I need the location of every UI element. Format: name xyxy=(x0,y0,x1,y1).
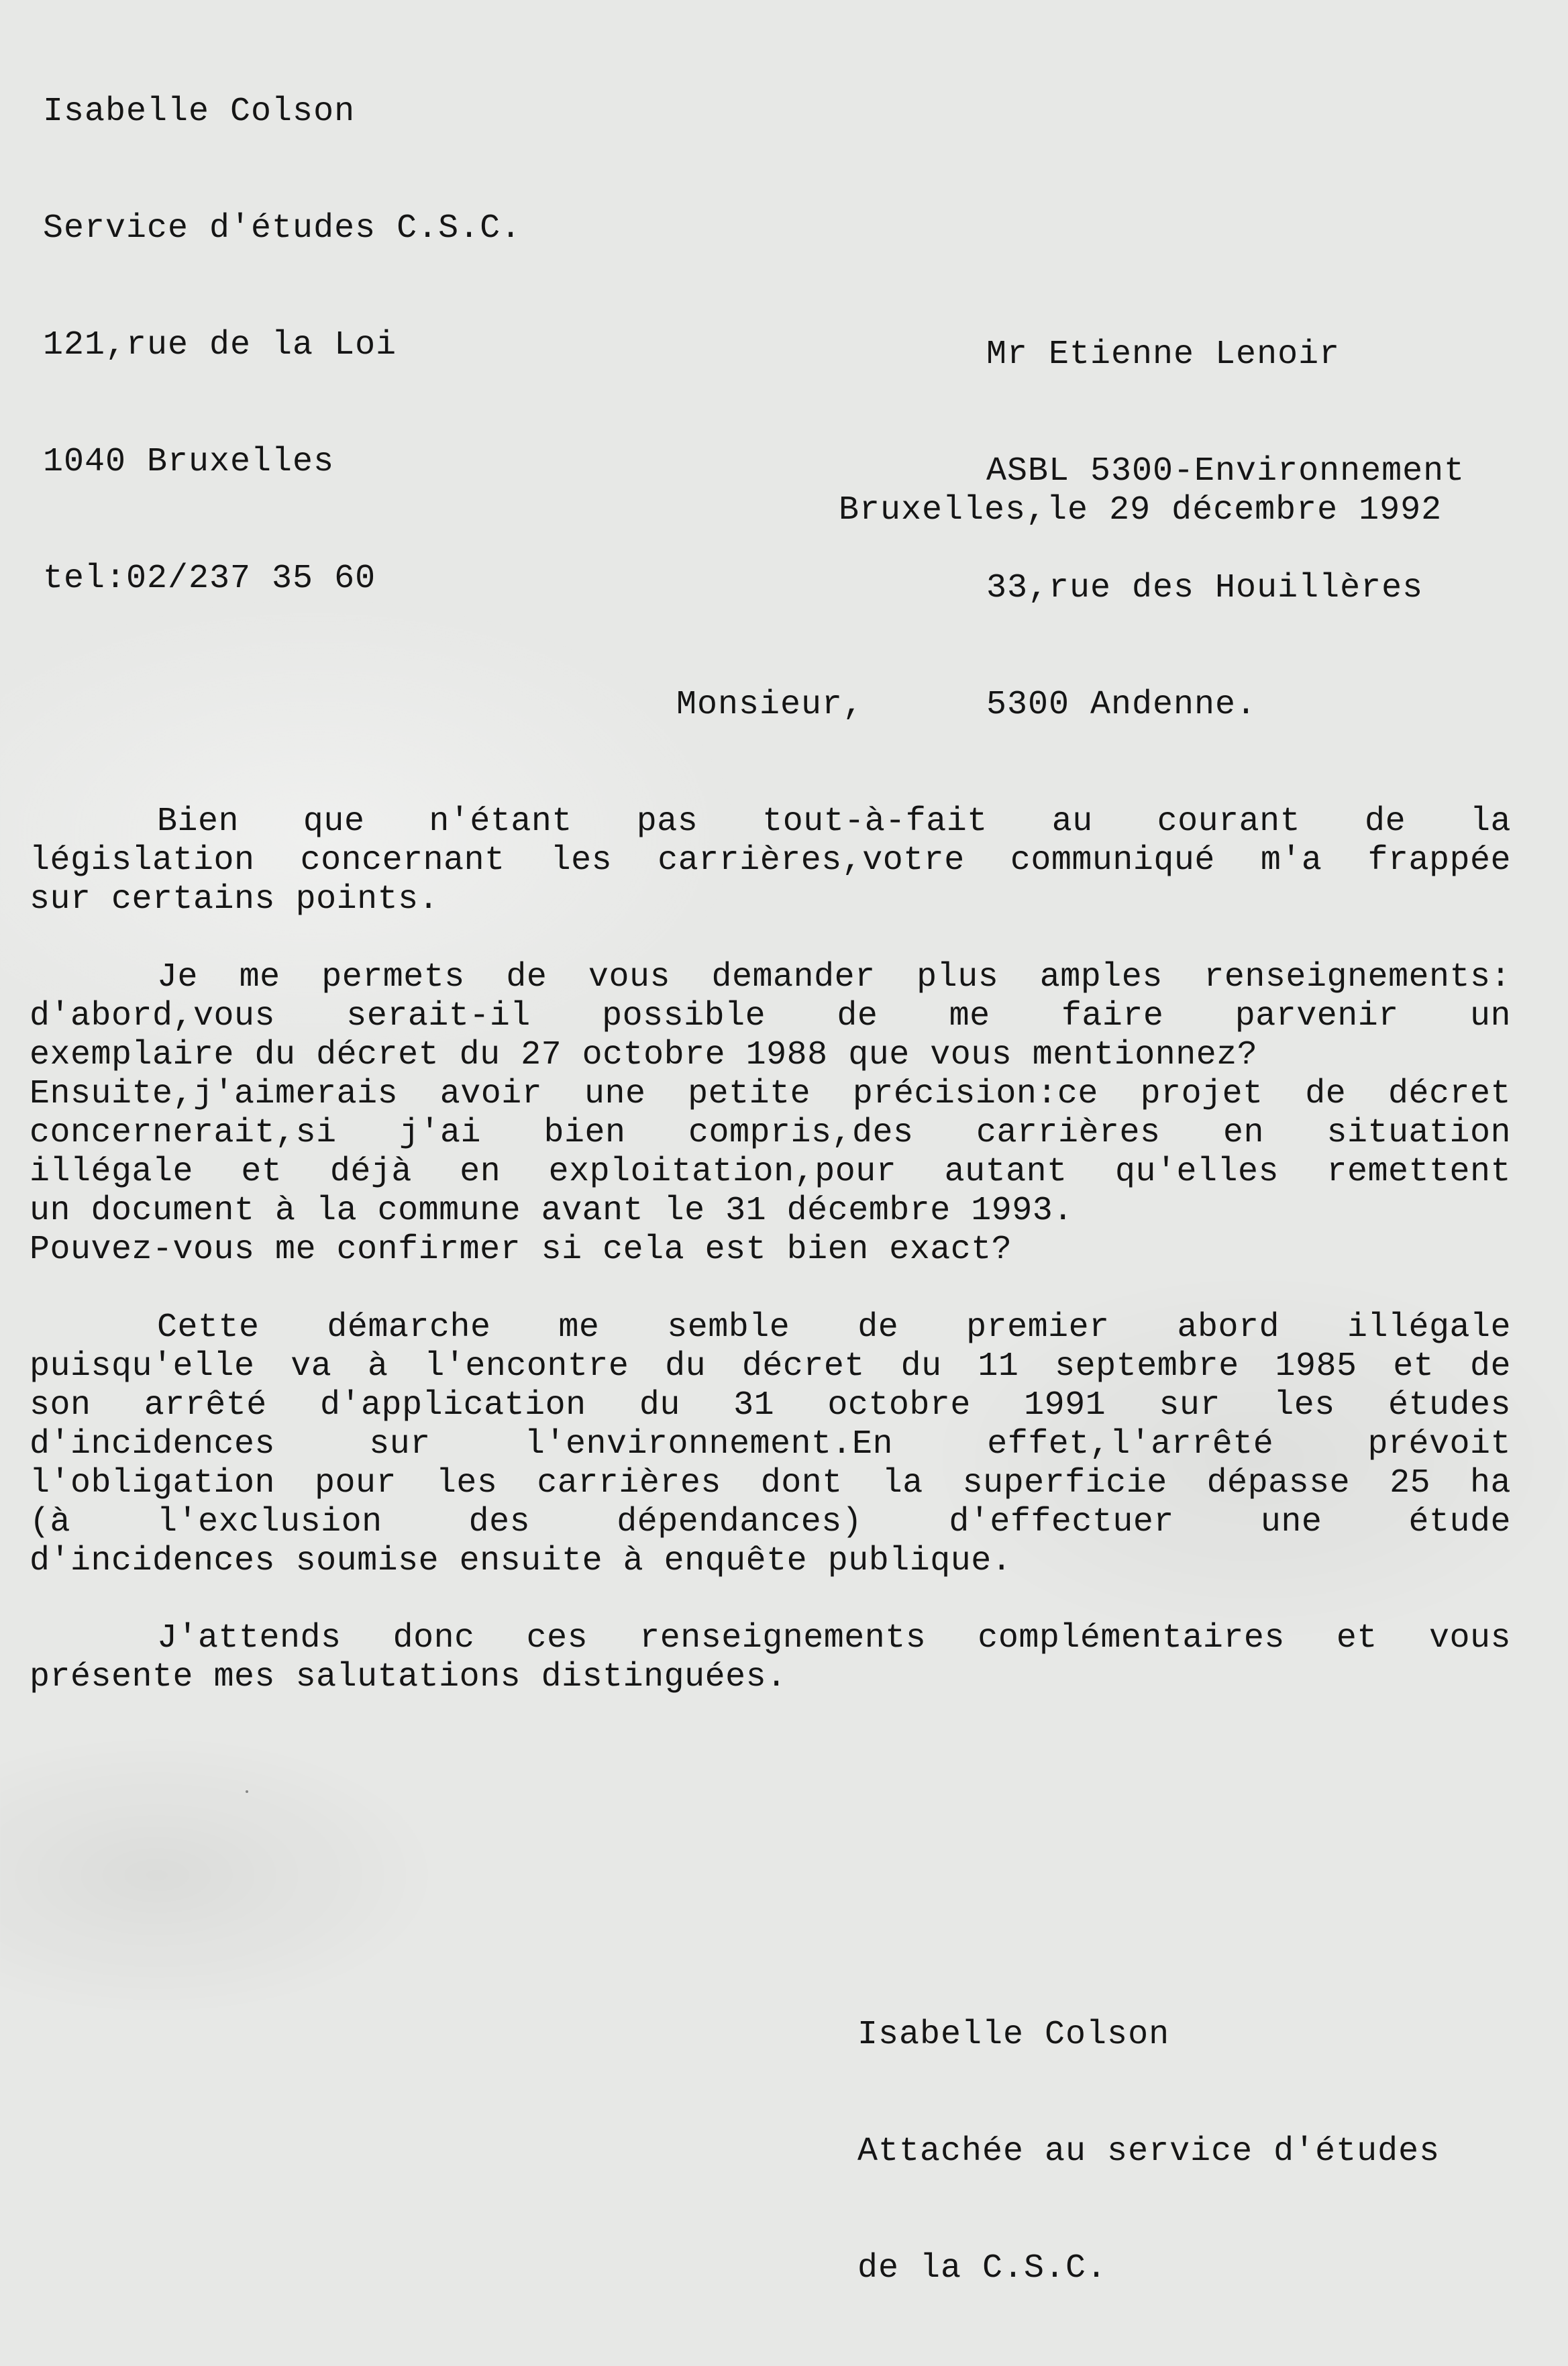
paragraph-line: Bien que n'étant pas tout-à-fait au courant de la xyxy=(157,803,1511,841)
paragraph-line: d'abord,vous serait-il possible de me faire parvenir un xyxy=(30,997,1511,1035)
paragraph-line: J'attends donc ces renseignements complémentaires et vous xyxy=(157,1619,1511,1657)
letter-date: Bruxelles,le 29 décembre 1992 xyxy=(839,491,1443,529)
paragraph-line: exemplaire du décret du 27 octobre 1988 que vous mentionnez? xyxy=(30,1036,1258,1074)
paragraph-line: Ensuite,j'aimerais avoir une petite précision:ce projet de décret xyxy=(30,1075,1511,1113)
paragraph-2 xyxy=(30,958,1511,1270)
paragraph-line: l'obligation pour les carrières dont la superficie dépasse 25 ha xyxy=(30,1464,1511,1502)
paragraph-line: d'incidences sur l'environnement.En effet,l'arrêté prévoit xyxy=(30,1425,1511,1463)
paragraph-line: Pouvez-vous me confirmer si cela est bien exact? xyxy=(30,1231,1012,1269)
sender-city: 1040 Bruxelles xyxy=(43,443,335,481)
paper-speck xyxy=(246,1790,248,1793)
sender-phone: tel:02/237 35 60 xyxy=(43,560,376,598)
signature-organization: de la C.S.C. xyxy=(857,2249,1108,2287)
sender-name: Isabelle Colson xyxy=(43,93,356,131)
signature-title: Attachée au service d'études xyxy=(857,2132,1441,2171)
paragraph-3 xyxy=(30,1308,1511,1581)
sender-department: Service d'études C.S.C. xyxy=(43,209,522,248)
paragraph-1 xyxy=(30,803,1511,919)
paragraph-line: Cette démarche me semble de premier abord illégale xyxy=(157,1308,1511,1347)
paragraph-line: présente mes salutations distinguées. xyxy=(30,1658,787,1696)
sender-address-block xyxy=(43,15,521,676)
recipient-address-block xyxy=(986,258,1465,803)
salutation: Monsieur, xyxy=(676,686,864,724)
recipient-street: 33,rue des Houillères xyxy=(986,569,1424,607)
paragraph-line: d'incidences soumise ensuite à enquête publique. xyxy=(30,1542,1012,1580)
paragraph-line: un document à la commune avant le 31 décembre 1993. xyxy=(30,1192,1074,1230)
paragraph-line: législation concernant les carrières,votre communiqué m'a frappée xyxy=(30,841,1511,880)
paragraph-line: son arrêté d'application du 31 octobre 1991 sur les études xyxy=(30,1386,1511,1425)
paragraph-line: puisqu'elle va à l'encontre du décret du 11 septembre 1985 et de xyxy=(30,1347,1511,1386)
signature-name: Isabelle Colson xyxy=(857,2016,1170,2054)
paragraph-line: illégale et déjà en exploitation,pour autant qu'elles remettent xyxy=(30,1153,1511,1191)
recipient-organization: ASBL 5300-Environnement xyxy=(986,452,1465,491)
signature-block xyxy=(857,1938,1440,2366)
recipient-city: 5300 Andenne. xyxy=(986,686,1257,724)
paragraph-line: sur certains points. xyxy=(30,880,439,919)
paragraph-line: (à l'exclusion des dépendances) d'effectuer une étude xyxy=(30,1503,1511,1541)
sender-street: 121,rue de la Loi xyxy=(43,326,397,364)
paragraph-line: Je me permets de vous demander plus amples renseignements: xyxy=(157,958,1511,996)
recipient-name: Mr Etienne Lenoir xyxy=(986,336,1341,374)
paragraph-4 xyxy=(30,1619,1511,1697)
paragraph-line: concernerait,si j'ai bien compris,des carrières en situation xyxy=(30,1114,1511,1152)
